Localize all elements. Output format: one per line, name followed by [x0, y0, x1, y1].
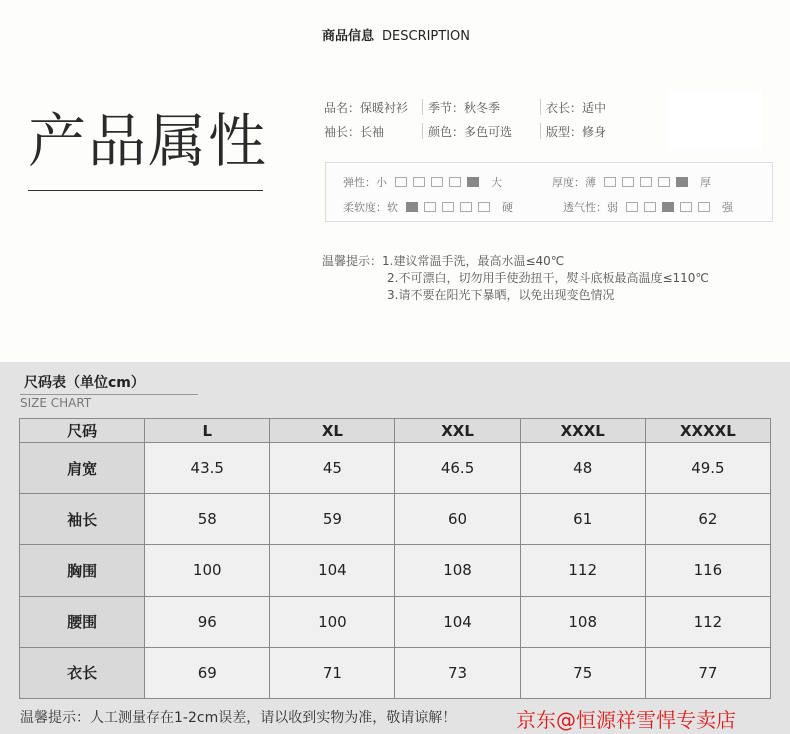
table-cell: 49.5: [645, 443, 770, 494]
table-cell: 62: [645, 494, 770, 545]
divider: [540, 123, 541, 139]
scale-marker: [680, 202, 692, 212]
scale-end-label: 大: [491, 176, 502, 189]
scale-marker: [442, 202, 454, 212]
scale-marker: [424, 202, 436, 212]
table-cell: 100: [270, 596, 395, 647]
table-cell: 108: [520, 596, 645, 647]
scale-softness: [343, 199, 513, 215]
table-cell: 96: [145, 596, 270, 647]
attr-fit: 版型：修身: [546, 125, 607, 139]
scale-marker: [460, 202, 472, 212]
description-header: [322, 25, 470, 44]
description-en: DESCRIPTION: [382, 29, 471, 44]
scale-elasticity: [343, 174, 502, 190]
measurement-note: 温馨提示：人工测量存在1-2cm误差，请以收到实物为准，敬请谅解！: [20, 710, 457, 726]
attr-name: 品名：保暖衬衫: [324, 101, 409, 115]
scale-marker: [413, 177, 425, 187]
table-cell: 77: [645, 647, 770, 698]
table-row: [20, 443, 771, 494]
scale-label: 弹性：小: [343, 176, 387, 189]
row-label: 腰围: [20, 596, 145, 647]
scale-marker-filled: [662, 202, 674, 212]
attr-color: 颜色：多色可选: [428, 125, 513, 139]
table-row: [20, 545, 771, 596]
scale-marker: [431, 177, 443, 187]
table-cell: 46.5: [395, 443, 520, 494]
scale-end-label: 强: [722, 201, 733, 214]
header-size-label: 尺码: [20, 419, 145, 443]
table-cell: 112: [520, 545, 645, 596]
table-row: [20, 647, 771, 698]
header-size-xxl: XXL: [395, 419, 520, 443]
tip-line-2: 2.不可漂白，切勿用手使劲扭干，熨斗底板最高温度≤110℃: [387, 271, 709, 285]
scale-marker: [622, 177, 634, 187]
table-cell: 73: [395, 647, 520, 698]
table-cell: 75: [520, 647, 645, 698]
scale-label: 厚度：薄: [552, 176, 596, 189]
header-size-xl: XL: [270, 419, 395, 443]
row-label: 袖长: [20, 494, 145, 545]
title-underline: [28, 190, 263, 191]
divider: [422, 99, 423, 115]
scale-breathability: [563, 199, 733, 215]
scale-marker: [604, 177, 616, 187]
care-tips: [322, 253, 709, 304]
size-chart-subtitle: SIZE CHART: [20, 396, 92, 410]
scale-marker: [658, 177, 670, 187]
scale-end-label: 厚: [700, 176, 711, 189]
table-row: [20, 596, 771, 647]
table-cell: 59: [270, 494, 395, 545]
header-size-xxxxl: XXXXL: [645, 419, 770, 443]
table-cell: 60: [395, 494, 520, 545]
table-cell: 45: [270, 443, 395, 494]
table-row: [20, 494, 771, 545]
row-label: 衣长: [20, 647, 145, 698]
scale-thickness: [552, 174, 711, 190]
size-table: [19, 418, 771, 699]
table-cell: 108: [395, 545, 520, 596]
table-cell: 43.5: [145, 443, 270, 494]
scale-end-label: 硬: [502, 201, 513, 214]
section-title: 产品属性: [28, 107, 269, 175]
attr-length: 衣长：适中: [546, 101, 607, 115]
table-cell: 61: [520, 494, 645, 545]
scale-marker: [644, 202, 656, 212]
table-cell: 112: [645, 596, 770, 647]
divider: [540, 99, 541, 115]
header-size-xxxl: XXXL: [520, 419, 645, 443]
scale-marker: [640, 177, 652, 187]
size-table-body: [20, 443, 771, 699]
size-chart-underline: [20, 394, 198, 395]
tip-line-1: 温馨提示：1.建议常温手洗，最高水温≤40℃: [322, 254, 565, 268]
row-label: 胸围: [20, 545, 145, 596]
scale-marker-filled: [406, 202, 418, 212]
scale-marker-filled: [467, 177, 479, 187]
divider: [422, 123, 423, 139]
table-cell: 71: [270, 647, 395, 698]
scale-marker: [478, 202, 490, 212]
scale-label: 柔软度：软: [343, 201, 398, 214]
blank-panel: [668, 90, 762, 150]
scale-label: 透气性：弱: [563, 201, 618, 214]
table-cell: 69: [145, 647, 270, 698]
description-cn: 商品信息: [322, 29, 375, 44]
attr-season: 季节：秋冬季: [428, 101, 501, 115]
row-label: 肩宽: [20, 443, 145, 494]
size-table-header: [20, 419, 771, 443]
table-cell: 104: [395, 596, 520, 647]
scale-marker: [395, 177, 407, 187]
scale-marker: [449, 177, 461, 187]
scale-marker: [698, 202, 710, 212]
table-cell: 100: [145, 545, 270, 596]
size-chart-title: 尺码表（单位cm）: [24, 375, 145, 391]
scale-marker-filled: [676, 177, 688, 187]
table-cell: 104: [270, 545, 395, 596]
store-name: 京东@恒源祥雪悍专卖店: [516, 708, 736, 732]
scale-marker: [626, 202, 638, 212]
table-cell: 116: [645, 545, 770, 596]
header-size-l: L: [145, 419, 270, 443]
tip-line-3: 3.请不要在阳光下暴晒，以免出现变色情况: [387, 288, 615, 302]
table-cell: 48: [520, 443, 645, 494]
attr-sleeve: 袖长：长袖: [324, 125, 385, 139]
table-cell: 58: [145, 494, 270, 545]
